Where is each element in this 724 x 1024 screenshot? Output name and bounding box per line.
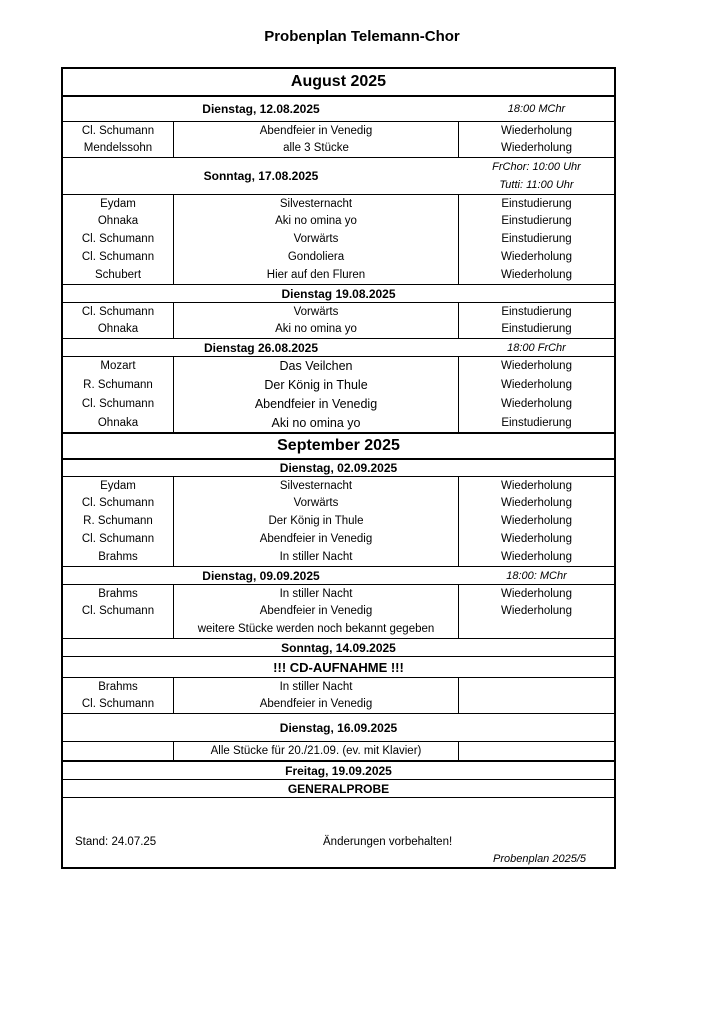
piece-cell: Abendfeier in Venedig (173, 394, 459, 413)
date-label: Freitag, 19.09.2025 (285, 763, 392, 778)
status-cell: Wiederholung (501, 142, 572, 154)
table-row (63, 394, 614, 413)
piece-cell: Hier auf den Fluren (173, 266, 459, 284)
date-row (63, 566, 614, 584)
event-label: GENERALPROBE (287, 781, 390, 796)
composer-cell: Eydam (100, 197, 136, 210)
piece-cell: In stiller Nacht (173, 585, 459, 602)
rehearsal-plan-table (61, 67, 616, 869)
composer-cell: Ohnaka (97, 416, 139, 429)
composer-cell (63, 620, 173, 638)
piece-cell: Der König in Thule (173, 375, 459, 394)
date-row (63, 458, 614, 476)
time-note: 18:00 FrChr (507, 341, 566, 354)
composer-cell: Cl. Schumann (81, 305, 155, 318)
event-row (63, 656, 614, 677)
status-cell (459, 620, 614, 638)
piece-cell: Abendfeier in Venedig (173, 530, 459, 548)
status-cell: Wiederholung (501, 378, 572, 391)
status-cell: Wiederholung (501, 551, 572, 563)
composer-cell: Brahms (98, 551, 138, 563)
date-label: Dienstag, 09.09.2025 (202, 568, 320, 583)
composer-cell: Cl. Schumann (81, 251, 155, 263)
composer-cell: Ohnaka (97, 323, 139, 335)
composer-cell: Cl. Schumann (81, 533, 155, 545)
changes-note: Änderungen vorbehalten! (323, 836, 453, 848)
status-cell: Einstudierung (501, 416, 572, 429)
status-cell: Wiederholung (501, 251, 572, 263)
time-note-line: Tutti: 11:00 Uhr (499, 179, 574, 191)
piece-cell: Abendfeier in Venedig (173, 602, 459, 620)
piece-cell: Aki no omina yo (173, 413, 459, 432)
date-row (63, 713, 614, 741)
table-row (63, 121, 614, 139)
status-cell: Wiederholung (501, 605, 572, 617)
table-row (63, 248, 614, 266)
status-cell (459, 742, 614, 760)
date-label: Dienstag, 02.09.2025 (279, 461, 398, 475)
status-cell: Einstudierung (501, 233, 572, 245)
table-row (63, 741, 614, 760)
composer-cell: Cl. Schumann (81, 605, 155, 617)
date-row (63, 157, 614, 194)
piece-cell: In stiller Nacht (173, 678, 459, 695)
piece-cell: Aki no omina yo (173, 320, 459, 338)
event-label: !!! CD-AUFNAHME !!! (273, 659, 404, 675)
table-row (63, 212, 614, 230)
table-row (63, 584, 614, 602)
status-cell: Wiederholung (501, 515, 572, 527)
piece-cell: Der König in Thule (173, 512, 459, 530)
table-row (63, 356, 614, 375)
table-row (63, 548, 614, 566)
stand-date: Stand: 24.07.25 (75, 836, 157, 848)
table-row (63, 695, 614, 713)
piece-cell: Vorwärts (173, 494, 459, 512)
date-row (63, 95, 614, 121)
table-row (63, 139, 614, 157)
composer-cell: Cl. Schumann (81, 698, 155, 710)
status-cell: Einstudierung (501, 215, 572, 227)
status-cell: Einstudierung (501, 323, 572, 335)
table-row (63, 530, 614, 548)
table-row (63, 512, 614, 530)
table-row (63, 602, 614, 620)
composer-cell: Mendelssohn (83, 142, 153, 154)
time-note: 18:00 MChr (507, 103, 566, 115)
date-row (63, 760, 614, 779)
date-row (63, 338, 614, 356)
date-label: Dienstag 26.08.2025 (203, 340, 319, 355)
composer-cell: Mozart (100, 360, 136, 372)
piece-cell: Alle Stücke für 20./21.09. (ev. mit Klavier) (173, 742, 459, 760)
composer-cell: Eydam (100, 479, 136, 492)
footer (63, 797, 614, 867)
table-row (63, 230, 614, 248)
composer-cell: Ohnaka (97, 215, 139, 227)
piece-cell: Abendfeier in Venedig (173, 122, 459, 139)
composer-cell: Cl. Schumann (81, 497, 155, 509)
status-cell (459, 695, 614, 713)
piece-cell: In stiller Nacht (173, 548, 459, 566)
status-cell: Einstudierung (501, 197, 572, 210)
date-label: Sonntag, 14.09.2025 (281, 640, 396, 655)
composer-cell: Cl. Schumann (81, 124, 155, 137)
status-cell: Wiederholung (501, 124, 572, 137)
date-row (63, 284, 614, 302)
piece-cell: Vorwärts (173, 303, 459, 320)
table-row (63, 677, 614, 695)
month-label: September 2025 (277, 437, 400, 454)
table-row (63, 320, 614, 338)
status-cell: Wiederholung (501, 497, 572, 509)
time-note-line: FrChor: 10:00 Uhr (492, 161, 581, 173)
table-row (63, 375, 614, 394)
piece-cell: Das Veilchen (173, 357, 459, 375)
composer-cell (63, 742, 173, 760)
table-row (63, 476, 614, 494)
status-cell: Wiederholung (501, 533, 572, 545)
composer-cell: R. Schumann (83, 378, 153, 391)
date-label: Sonntag, 17.08.2025 (203, 169, 319, 183)
status-cell (459, 678, 614, 695)
piece-cell: weitere Stücke werden noch bekannt gegeben (173, 620, 459, 638)
table-row (63, 266, 614, 284)
status-cell: Wiederholung (501, 479, 572, 492)
composer-cell: Schubert (94, 269, 142, 281)
piece-cell: Vorwärts (173, 230, 459, 248)
composer-cell: Cl. Schumann (81, 397, 155, 410)
table-row (63, 194, 614, 212)
piece-cell: Aki no omina yo (173, 212, 459, 230)
date-label: Dienstag, 12.08.2025 (202, 102, 320, 116)
composer-cell: Brahms (98, 680, 138, 693)
composer-cell: Brahms (98, 587, 138, 600)
table-row (63, 302, 614, 320)
time-note: 18:00: MChr (506, 569, 567, 582)
composer-cell: R. Schumann (83, 515, 153, 527)
month-header-september (63, 432, 614, 458)
month-header-august (63, 69, 614, 95)
event-row (63, 779, 614, 797)
piece-cell: Silvesternacht (173, 195, 459, 212)
status-cell: Wiederholung (501, 269, 572, 281)
status-cell: Einstudierung (501, 305, 572, 318)
date-row (63, 638, 614, 656)
piece-cell: Silvesternacht (173, 477, 459, 494)
composer-cell: Cl. Schumann (81, 233, 155, 245)
date-label: Dienstag 19.08.2025 (281, 286, 396, 301)
piece-cell: alle 3 Stücke (173, 139, 459, 157)
month-label: August 2025 (290, 73, 387, 90)
date-label: Dienstag, 16.09.2025 (279, 720, 398, 735)
time-note (459, 158, 614, 194)
piece-cell: Abendfeier in Venedig (173, 695, 459, 713)
piece-cell: Gondoliera (173, 248, 459, 266)
status-cell: Wiederholung (501, 587, 572, 600)
table-row (63, 413, 614, 432)
table-row (63, 620, 614, 638)
table-row (63, 494, 614, 512)
status-cell: Wiederholung (501, 397, 572, 410)
plan-version: Probenplan 2025/5 (493, 853, 586, 865)
document-title: Probenplan Telemann-Chor (264, 28, 460, 45)
status-cell: Wiederholung (501, 360, 572, 372)
